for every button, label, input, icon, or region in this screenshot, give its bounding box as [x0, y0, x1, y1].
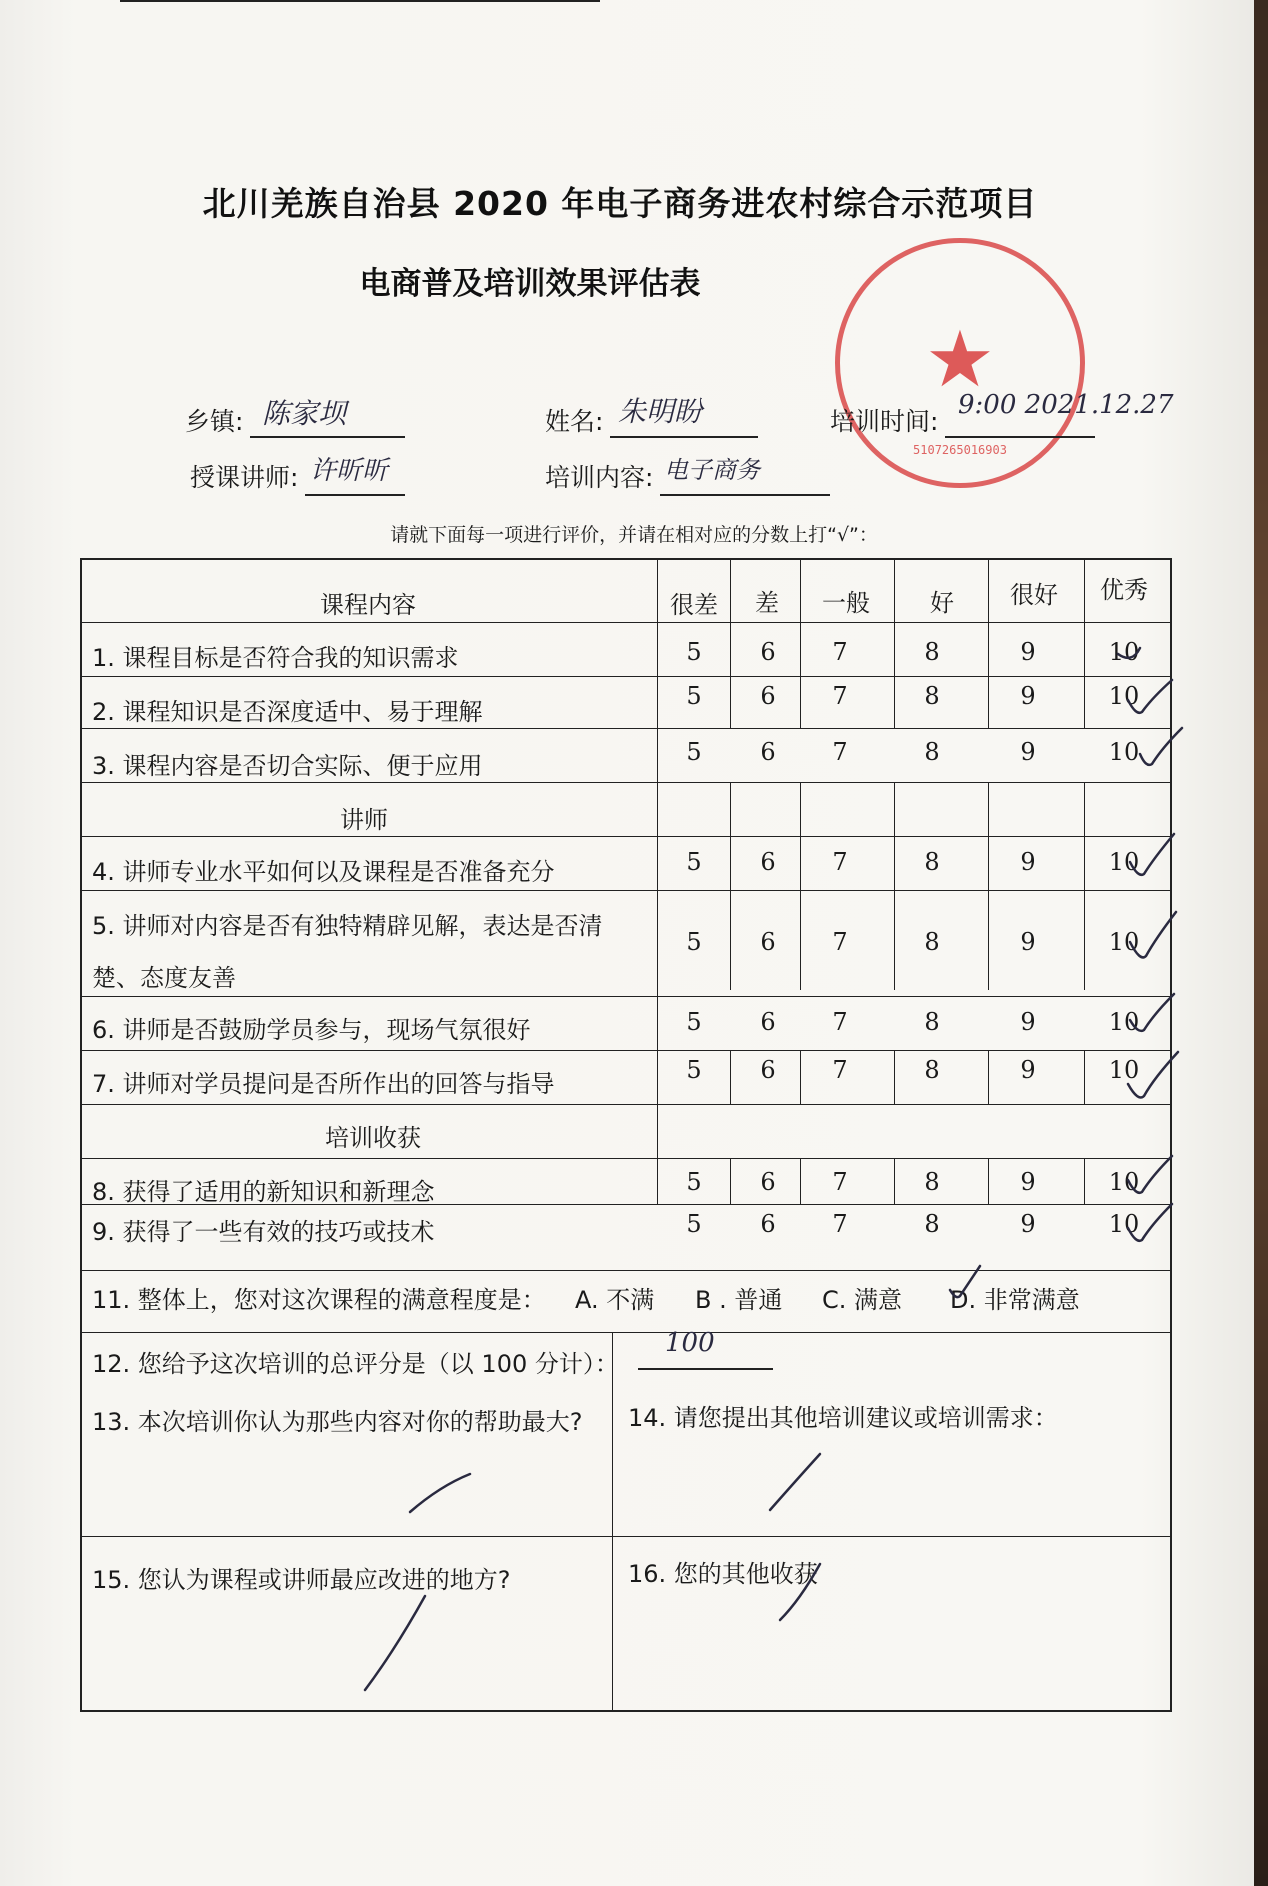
row-1: 1. 课程目标是否符合我的知识需求 — [92, 644, 459, 672]
page-subtitle: 电商普及培训效果评估表 — [359, 266, 701, 302]
score-9: 9 — [1020, 1008, 1036, 1036]
town-value: 陈家坝 — [262, 397, 347, 430]
header-very-poor: 很差 — [670, 591, 718, 619]
check-mark — [1130, 912, 1176, 957]
question-13: 13. 本次培训你认为那些内容对你的帮助最大? — [92, 1408, 583, 1436]
score-10: 10 — [1108, 1210, 1140, 1238]
score-7: 7 — [832, 1210, 848, 1238]
time-label: 培训时间: — [830, 407, 939, 436]
check-mark — [1130, 994, 1174, 1031]
check-mark — [1128, 1052, 1178, 1098]
score-10: 10 — [1108, 848, 1140, 876]
question-16: 16. 您的其他收获 — [628, 1560, 818, 1588]
time-value: 9:00 2021.12.27 — [958, 390, 1174, 420]
score-10: 10 — [1108, 1008, 1140, 1036]
slash-mark — [365, 1596, 425, 1690]
header-course: 课程内容 — [320, 591, 416, 619]
score-5: 5 — [686, 1210, 702, 1238]
q12-value: 100 — [665, 1328, 715, 1358]
score-6: 6 — [760, 682, 776, 710]
score-5: 5 — [686, 848, 702, 876]
score-8: 8 — [924, 1008, 940, 1036]
score-7: 7 — [832, 928, 848, 956]
q11-option-d: D. 非常满意 — [950, 1286, 1080, 1314]
score-9: 9 — [1020, 682, 1036, 710]
score-8: 8 — [924, 738, 940, 766]
score-5: 5 — [686, 1008, 702, 1036]
header-fair: 一般 — [822, 589, 870, 617]
score-9: 9 — [1020, 1168, 1036, 1196]
slash-mark — [410, 1474, 470, 1512]
instruction-text: 请就下面每一项进行评价，并请在相对应的分数上打“√”： — [390, 524, 878, 546]
name-value: 朱明盼 — [618, 395, 703, 428]
score-10: 10 — [1108, 738, 1140, 766]
score-10: 10 — [1108, 638, 1140, 666]
score-6: 6 — [760, 638, 776, 666]
content-value: 电子商务 — [664, 456, 760, 484]
score-6: 6 — [760, 1168, 776, 1196]
score-5: 5 — [686, 1056, 702, 1084]
seal-code: 5107265016903 — [913, 443, 1007, 457]
score-9: 9 — [1020, 1210, 1036, 1238]
score-7: 7 — [832, 1008, 848, 1036]
header-excellent: 优秀 — [1100, 576, 1148, 604]
check-mark — [1130, 834, 1174, 875]
score-10: 10 — [1108, 1056, 1140, 1084]
score-5: 5 — [686, 638, 702, 666]
score-8: 8 — [924, 682, 940, 710]
score-7: 7 — [832, 1056, 848, 1084]
question-12: 12. 您给予这次培训的总评分是（以 100 分计）： — [92, 1350, 619, 1378]
score-9: 9 — [1020, 1056, 1036, 1084]
score-6: 6 — [760, 738, 776, 766]
score-10: 10 — [1108, 682, 1140, 710]
score-8: 8 — [924, 928, 940, 956]
q11-option-a: A. 不满 — [575, 1286, 655, 1314]
score-7: 7 — [832, 638, 848, 666]
score-9: 9 — [1020, 738, 1036, 766]
score-8: 8 — [924, 1210, 940, 1238]
score-8: 8 — [924, 638, 940, 666]
teacher-value: 许昕昕 — [310, 456, 389, 486]
score-7: 7 — [832, 848, 848, 876]
content-label: 培训内容: — [545, 463, 654, 492]
score-10: 10 — [1108, 1168, 1140, 1196]
row-8: 8. 获得了适用的新知识和新理念 — [92, 1178, 435, 1206]
question-15: 15. 您认为课程或讲师最应改进的地方? — [92, 1566, 511, 1594]
row-5a: 5. 讲师对内容是否有独特精辟见解，表达是否清 — [92, 912, 603, 940]
row-2: 2. 课程知识是否深度适中、易于理解 — [92, 698, 483, 726]
q11-option-c: C. 满意 — [822, 1286, 903, 1314]
row-7: 7. 讲师对学员提问是否所作出的回答与指导 — [92, 1070, 555, 1098]
row-9: 9. 获得了一些有效的技巧或技术 — [92, 1218, 435, 1246]
row-6: 6. 讲师是否鼓励学员参与，现场气氛很好 — [92, 1016, 531, 1044]
slash-mark — [770, 1454, 820, 1510]
score-7: 7 — [832, 1168, 848, 1196]
check-mark — [1128, 1204, 1172, 1241]
score-5: 5 — [686, 928, 702, 956]
score-9: 9 — [1020, 848, 1036, 876]
score-7: 7 — [832, 738, 848, 766]
question-11: 11. 整体上，您对这次课程的满意程度是： — [92, 1286, 546, 1314]
row-3: 3. 课程内容是否切合实际、便于应用 — [92, 752, 483, 780]
slash-mark — [780, 1564, 820, 1620]
check-mark — [950, 1266, 980, 1297]
score-8: 8 — [924, 1168, 940, 1196]
score-9: 9 — [1020, 928, 1036, 956]
score-6: 6 — [760, 848, 776, 876]
score-6: 6 — [760, 1008, 776, 1036]
q11-option-b: B . 普通 — [695, 1286, 783, 1314]
name-label: 姓名: — [545, 407, 604, 436]
score-9: 9 — [1020, 638, 1036, 666]
page-title: 北川羌族自治县 2020 年电子商务进农村综合示范项目 — [202, 184, 1038, 223]
score-5: 5 — [686, 1168, 702, 1196]
score-5: 5 — [686, 738, 702, 766]
score-6: 6 — [760, 1056, 776, 1084]
check-mark — [1118, 648, 1140, 658]
header-poor: 差 — [755, 589, 779, 617]
check-mark — [1128, 680, 1172, 713]
check-mark — [1128, 1156, 1172, 1193]
section-gain: 培训收获 — [325, 1124, 421, 1152]
section-teacher: 讲师 — [340, 806, 388, 834]
score-7: 7 — [832, 682, 848, 710]
teacher-label: 授课讲师: — [190, 463, 299, 492]
score-6: 6 — [760, 1210, 776, 1238]
header-very-good: 很好 — [1010, 581, 1058, 609]
town-label: 乡镇: — [185, 407, 244, 436]
question-14: 14. 请您提出其他培训建议或培训需求： — [628, 1404, 1058, 1432]
score-6: 6 — [760, 928, 776, 956]
score-10: 10 — [1108, 928, 1140, 956]
row-5b: 楚、态度友善 — [92, 964, 236, 992]
check-mark — [1140, 728, 1182, 765]
score-8: 8 — [924, 848, 940, 876]
score-8: 8 — [924, 1056, 940, 1084]
star-icon: ★ — [925, 315, 995, 405]
score-5: 5 — [686, 682, 702, 710]
header-good: 好 — [930, 589, 954, 617]
row-4: 4. 讲师专业水平如何以及课程是否准备充分 — [92, 858, 555, 886]
